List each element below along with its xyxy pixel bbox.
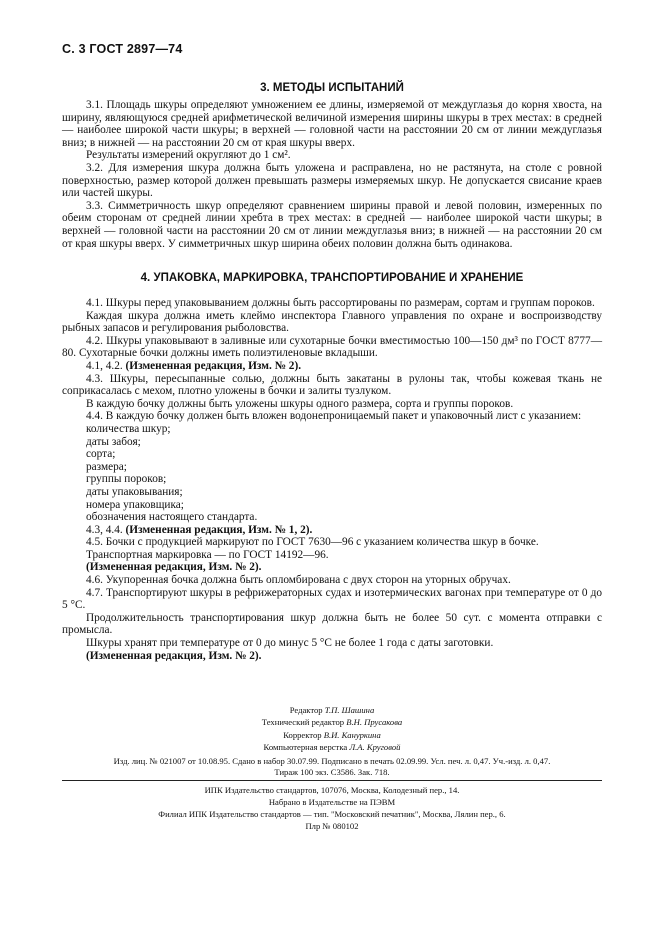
credit-label: Корректор (283, 729, 322, 740)
paragraph-4-3-4-4-amend (62, 524, 602, 537)
paragraph-4-4: 4.4. В каждую бочку должен быть вложен водонепроницаемый пакет и упаковочный лист с указанием: (86, 410, 582, 423)
section-3-body (62, 99, 602, 250)
credit-name: Л.А. Круговой (349, 742, 401, 753)
credit-name: В.И. Кануркина (323, 729, 381, 740)
paragraph-4-7-amend: (Измененная редакция, Изм. № 2). (86, 649, 262, 662)
publisher-branch: Филиал ИПК Издательство стандартов — тип. "Московский печатник", Москва, Лялин пер., 6. (158, 809, 506, 819)
list-item: сорта; (86, 448, 116, 461)
paragraph-4-2: 4.2. Шкуры упаковывают в заливные или сухотарные бочки вместимостью 100—150 дм³ по ГОСТ 8777—80. Сухотарные бочки должны иметь полиэтиленовые вкладыши. (62, 334, 602, 360)
paragraph-4-7-duration: Продолжительность транспортирования шкур должна быть не более 50 сут. с момента отправки с промысла. (62, 611, 602, 637)
list-item: количества шкур; (86, 422, 171, 435)
credit-label: Редактор (289, 705, 323, 715)
paragraph-4-6: 4.6. Укупоренная бочка должна быть опломбирована с двух сторон на уторных обручах. (86, 574, 511, 587)
paragraph-4-3-barrel: В каждую бочку должны быть уложены шкуры одного размера, сорта и группы пороков. (86, 397, 514, 410)
publisher-address: ИПК Издательство стандартов, 107076, Москва, Колодезный пер., 14. (204, 785, 460, 795)
paragraph-3-2: 3.2. Для измерения шкура должна быть уложена и расправлена, но не растянута, на столе с ровной поверхностью, размер которой должен превышать размеры измеряемых шкур. Не допускается свисание краев или частей шкуры. (62, 161, 602, 200)
publisher-info (62, 784, 602, 832)
publisher-license: Плр № 080102 (305, 821, 359, 831)
credits (62, 704, 602, 754)
paragraph-4-3: 4.3. Шкуры, пересыпанные солью, должны быть закатаны в рулоны так, чтобы кожевая ткань не соприкасалась с мехом, плотно уложены в бочки и залиты тузлуком. (62, 372, 602, 398)
credit-editor (62, 704, 602, 716)
paragraph-3-1-result: Результаты измерений округляют до 1 см². (86, 149, 291, 162)
paragraph-4-1-stamp: Каждая шкура должна иметь клеймо инспектора Главного управления по охране и воспроизводству рыбных запасов и регулирования рыболовства. (62, 309, 602, 335)
publication-info (62, 756, 602, 779)
list-item: размера; (86, 460, 127, 473)
list-item: даты упаковывания; (86, 485, 183, 498)
credit-tech-editor (62, 716, 602, 728)
credit-label: Компьютерная верстка (263, 742, 348, 753)
amend-note: (Измененная редакция, Изм. № 2). (125, 359, 302, 372)
credit-corrector (62, 729, 602, 741)
paragraph-4-1-4-2-amend (62, 360, 602, 373)
credit-label: Технический редактор (261, 717, 345, 728)
amend-ref: 4.3, 4.4. (86, 523, 123, 536)
paragraph-4-7: 4.7. Транспортируют шкуры в рефрижераторных судах и изотермических вагонах при температуре от 0 до 5 °С. (62, 586, 602, 612)
publication-license-line: Изд. лиц. № 021007 от 10.08.95. Сдано в набор 30.07.99. Подписано в печать 02.09.99. Усл. печ. л. 0,47. Уч.-изд. л. 0,47. (113, 756, 551, 766)
list-item: даты забоя; (86, 435, 141, 448)
credit-layout (62, 741, 602, 753)
section-4-body (62, 297, 602, 662)
paragraph-3-1: 3.1. Площадь шкуры определяют умножением ее длины, измеряемой от междуглазья до корня хвоста, на ширину, являющуюся средней арифметической величиной измерения ширины шкуры в трех местах: в средней — наиболее широкой части шкуры; в верхней — головной части на расстоянии 20 см от линии междуглазья вниз; в нижней — на расстоянии 20 см от края шкуры вверх. (62, 99, 602, 149)
publisher-typeset: Набрано в Издательстве на ПЭВМ (268, 797, 396, 807)
paragraph-4-5: 4.5. Бочки с продукцией маркируют по ГОСТ 7630—96 с указанием количества шкур в бочке. (86, 536, 539, 549)
list-item: обозначения настоящего стандарта. (86, 511, 258, 524)
paragraph-4-1: 4.1. Шкуры перед упаковыванием должны быть рассортированы по размерам, сортам и группам пороков. (86, 297, 595, 309)
list-item: группы пороков; (86, 473, 167, 486)
credit-name: В.Н. Прусакова (346, 717, 403, 728)
paragraph-4-7-storage: Шкуры хранят при температуре от 0 до минус 5 °С не более 1 года с даты заготовки. (86, 637, 494, 650)
list-item: номера упаковщика; (86, 498, 184, 511)
paragraph-4-5-amend: (Измененная редакция, Изм. № 2). (86, 561, 262, 574)
page-header: С. 3 ГОСТ 2897—74 (62, 42, 183, 56)
section-3-title: 3. МЕТОДЫ ИСПЫТАНИЙ (260, 82, 404, 94)
paragraph-4-5-transport: Транспортная маркировка — по ГОСТ 14192—96. (86, 548, 329, 561)
amend-ref: 4.1, 4.2. (86, 359, 123, 372)
credit-name: Т.П. Шашина (324, 705, 375, 715)
amend-note: (Измененная редакция, Изм. № 1, 2). (125, 523, 313, 536)
divider (62, 780, 602, 781)
publication-print-run: Тираж 100 экз. С3586. Зак. 718. (274, 767, 390, 778)
paragraph-3-3: 3.3. Симметричность шкур определяют сравнением ширины правой и левой половин, измеренных по обеим сторонам от средней линии хребта в трех местах: в средней — наиболее широкой части шкуры; в верхней — головной части на расстоянии 20 см от линии междуглазья вниз; в нижней — на расстоянии 20 см от края шкуры вверх. У симметричных шкур ширина обеих половин должна быть одинакова. (62, 199, 602, 250)
section-4-title: 4. УПАКОВКА, МАРКИРОВКА, ТРАНСПОРТИРОВАНИЕ И ХРАНЕНИЕ (140, 272, 524, 284)
